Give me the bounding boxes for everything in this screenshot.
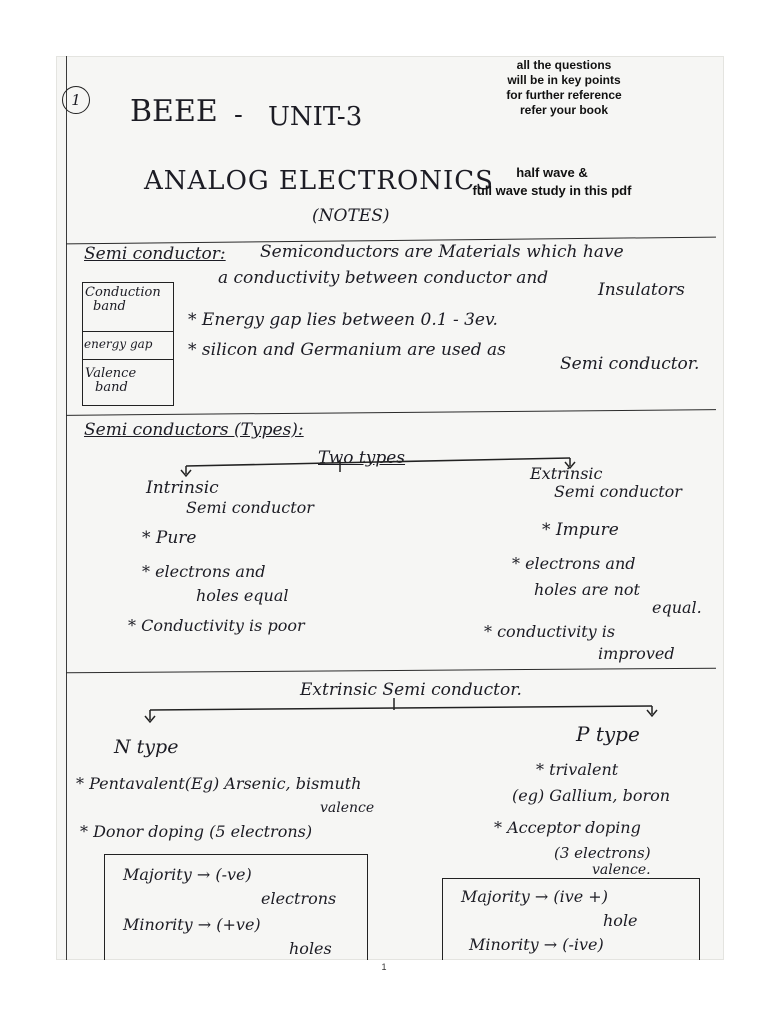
types-heading: Semi conductors (Types): bbox=[84, 420, 304, 440]
extrinsic-point-electrons-cont: holes are not bbox=[534, 580, 640, 599]
n-type-valence-note: valence bbox=[320, 800, 375, 816]
p-type-electrons: (3 electrons) bbox=[554, 844, 651, 862]
p-type-trivalent: * trivalent bbox=[536, 760, 619, 779]
intrinsic-point-pure: * Pure bbox=[142, 528, 197, 548]
silicon-germanium-bullet-cont: Semi conductor. bbox=[560, 354, 700, 374]
n-type-majority-carrier: electrons bbox=[261, 889, 337, 908]
semiconductor-def-line3: Insulators bbox=[598, 280, 685, 300]
printed-note-line: all the questions bbox=[516, 58, 612, 72]
extrinsic-branch-line bbox=[150, 706, 652, 710]
band-label-line: band bbox=[93, 299, 126, 314]
n-type-pentavalent: * Pentavalent(Eg) Arsenic, bismuth bbox=[76, 774, 362, 793]
title-beee: BEEE bbox=[130, 94, 218, 129]
p-type-majority: Majority → (ive +) bbox=[461, 887, 608, 906]
silicon-germanium-bullet: * silicon and Germanium are used as bbox=[188, 340, 506, 360]
printed-note-line: for further reference bbox=[506, 88, 622, 102]
band-label-line: Valence bbox=[85, 366, 137, 381]
band-label-line: Conduction bbox=[85, 285, 161, 300]
n-type-minority: Minority → (+ve) bbox=[123, 915, 261, 934]
band-label-line: band bbox=[95, 380, 128, 395]
extrinsic-arrow bbox=[565, 458, 575, 468]
semiconductor-def-line1: Semiconductors are Materials which have bbox=[260, 242, 624, 262]
branch-arrows bbox=[56, 56, 724, 960]
extrinsic-point-conductivity: * conductivity is bbox=[484, 622, 616, 641]
printed-note-line: half wave & bbox=[516, 165, 588, 180]
n-type-minority-carrier: holes bbox=[289, 939, 332, 958]
p-type-acceptor: * Acceptor doping bbox=[494, 818, 641, 837]
semiconductor-def-line2: a conductivity between conductor and bbox=[218, 268, 549, 288]
n-type-donor: * Donor doping (5 electrons) bbox=[80, 822, 313, 841]
p-type-minority: Minority → (-ive) bbox=[469, 935, 604, 954]
types-branch-line bbox=[186, 458, 570, 466]
n-type-majority: Majority → (-ve) bbox=[123, 865, 252, 884]
notes-page bbox=[56, 56, 724, 960]
p-type-valence-note: valence. bbox=[592, 862, 651, 878]
title-dash: - bbox=[234, 100, 243, 130]
subject-title: ANALOG ELECTRONICS bbox=[144, 166, 494, 196]
energy-gap-bullet: * Energy gap lies between 0.1 - 3ev. bbox=[188, 310, 498, 330]
printed-note-line: full wave study in this pdf bbox=[472, 183, 632, 198]
extrinsic-point-improved: improved bbox=[598, 644, 675, 663]
two-types-label: Two types bbox=[318, 448, 406, 468]
printed-note-line: will be in key points bbox=[507, 73, 621, 87]
p-type-arrow bbox=[647, 706, 657, 716]
p-type-majority-carrier: hole bbox=[603, 911, 638, 930]
p-type-example: (eg) Gallium, boron bbox=[512, 786, 671, 805]
intrinsic-title: Intrinsic bbox=[146, 478, 219, 498]
intrinsic-point-electrons-cont: holes equal bbox=[196, 586, 289, 605]
page-number-circled: 1 bbox=[62, 86, 90, 114]
extrinsic-title: Extrinsic bbox=[530, 464, 603, 483]
intrinsic-point-electrons: * electrons and bbox=[142, 562, 266, 581]
semiconductor-heading: Semi conductor: bbox=[84, 244, 226, 264]
extrinsic-subtitle: Semi conductor bbox=[554, 482, 682, 501]
title-unit: UNIT-3 bbox=[268, 102, 363, 132]
extrinsic-point-equal: equal. bbox=[652, 598, 702, 617]
printed-note-line: refer your book bbox=[519, 103, 609, 117]
intrinsic-point-conductivity: * Conductivity is poor bbox=[128, 616, 305, 635]
extrinsic-point-impure: * Impure bbox=[542, 520, 619, 540]
energy-gap-label: energy gap bbox=[84, 337, 153, 351]
p-type-title: P type bbox=[576, 722, 640, 746]
n-type-title: N type bbox=[114, 736, 179, 758]
intrinsic-arrow bbox=[181, 466, 191, 476]
n-type-arrow bbox=[145, 710, 155, 722]
intrinsic-subtitle: Semi conductor bbox=[186, 498, 314, 517]
extrinsic-heading: Extrinsic Semi conductor. bbox=[300, 680, 522, 700]
notes-label: (NOTES) bbox=[312, 206, 390, 226]
footer-page-number: 1 bbox=[381, 962, 387, 972]
extrinsic-point-electrons: * electrons and bbox=[512, 554, 636, 573]
